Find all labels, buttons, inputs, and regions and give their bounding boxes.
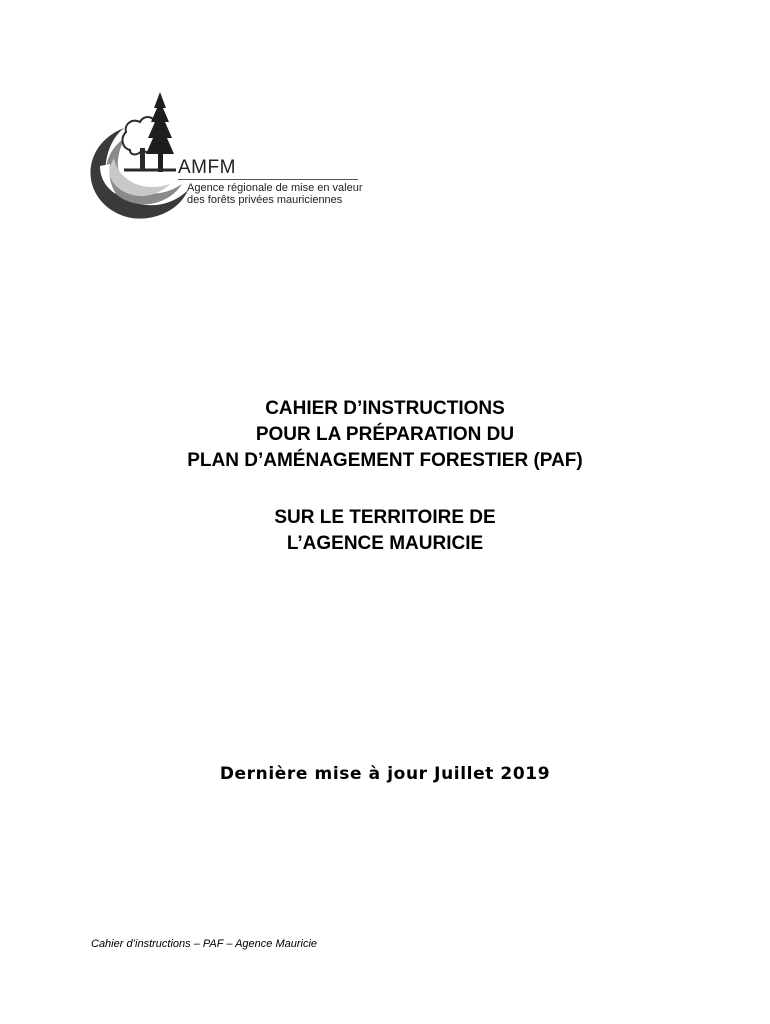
last-update-date: Dernière mise à jour Juillet 2019: [219, 764, 551, 784]
logo-tagline-line: des forêts privées mauriciennes: [187, 194, 343, 206]
logo-name: AMFM: [178, 157, 236, 178]
logo-tagline: [187, 182, 363, 206]
amfm-logo: [84, 86, 374, 226]
title-line: CAHIER D’INSTRUCTIONS: [265, 398, 505, 419]
title-line: POUR LA PRÉPARATION DU: [255, 424, 515, 445]
logo-divider: [178, 179, 358, 180]
page-footer: Cahier d’instructions – PAF – Agence Mauricie: [91, 938, 318, 950]
logo-tagline-line: Agence régionale de mise en valeur: [187, 182, 363, 194]
tree-swirl-logo-icon: [84, 86, 194, 226]
subtitle-line: SUR LE TERRITOIRE DE: [274, 507, 496, 528]
document-title: [0, 396, 770, 474]
title-line: PLAN D’AMÉNAGEMENT FORESTIER (PAF): [187, 450, 583, 471]
subtitle-line: L’AGENCE MAURICIE: [286, 533, 484, 554]
document-subtitle: [0, 505, 770, 557]
